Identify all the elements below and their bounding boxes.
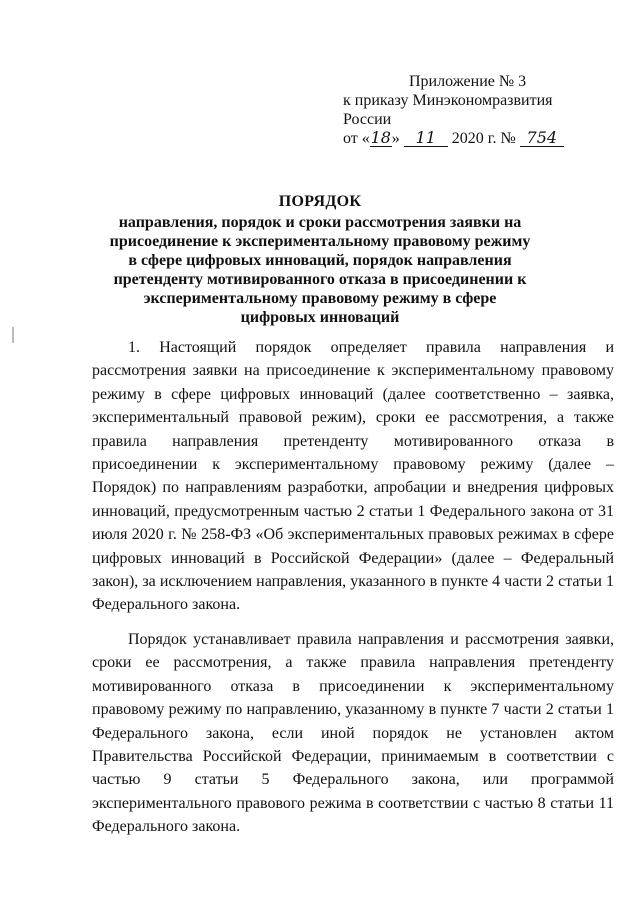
paragraph-1: 1. Настоящий порядок определяет правила направления и рассмотрения заявки на присоединение к экспериментальному правовому режиму в сфере цифровых инноваций (далее соответственно – заявка, экспериментальный правовой режим), сроки ее рассмотрения, а также правила направления претенденту мотивированного отказа в присоединении к экспериментальному правовому режиму (далее – Порядок) по направлениям разработки, апробации и внедрения цифровых инноваций, предусмотренным частью 2 статьи 1 Федерального закона от 31 июля 2020 г. № 258-ФЗ «Об экспериментальных правовых режимах в сфере цифровых инноваций в Российской Федерации» (далее – Федеральный закон), за исключением направления, указанного в пункте 4 части 2 статьи 1 Федерального закона. bbox=[92, 339, 614, 614]
handwritten-order-number: 754 bbox=[520, 130, 564, 147]
annex-date-line bbox=[343, 129, 603, 148]
document-title bbox=[100, 192, 540, 327]
paragraph-2: Порядок устанавливает правила направления и рассмотрения заявки, сроки ее рассмотрения, а также правила направления претенденту мотивированного отказа в присоединении к экспериментальному правовому режиму по направлению, указанному в пункте 7 части 2 статьи 1 Федерального закона, если иной порядок не установлен актом Правительства Российской Федерации, принимаемым в соответствии с частью 9 статьи 5 Федерального закона, или программой экспериментального правового режима в соответствии с частью 8 статьи 11 Федерального закона. bbox=[92, 630, 614, 836]
handwritten-month: 11 bbox=[404, 130, 448, 147]
annex-header bbox=[343, 72, 603, 148]
annex-number: Приложение № 3 bbox=[409, 73, 527, 90]
date-mid: » bbox=[391, 130, 400, 147]
title-heading: ПОРЯДОК bbox=[278, 193, 362, 210]
handwritten-day: 18 bbox=[370, 128, 391, 147]
annex-order-reference: к приказу Минэкономразвития России bbox=[343, 92, 553, 128]
scan-margin-mark bbox=[12, 327, 14, 343]
date-year: 2020 г. № bbox=[451, 130, 516, 147]
document-body bbox=[92, 336, 614, 839]
date-prefix: от « bbox=[343, 130, 370, 147]
title-subtitle: направления, порядок и сроки рассмотрения заявки на присоединение к экспериментальному правовому режиму в сфере цифровых инноваций, порядок направления претенденту мотивированного отказа в присоединении к экспериментальному правовому режиму в сфере цифровых инноваций bbox=[109, 214, 531, 326]
